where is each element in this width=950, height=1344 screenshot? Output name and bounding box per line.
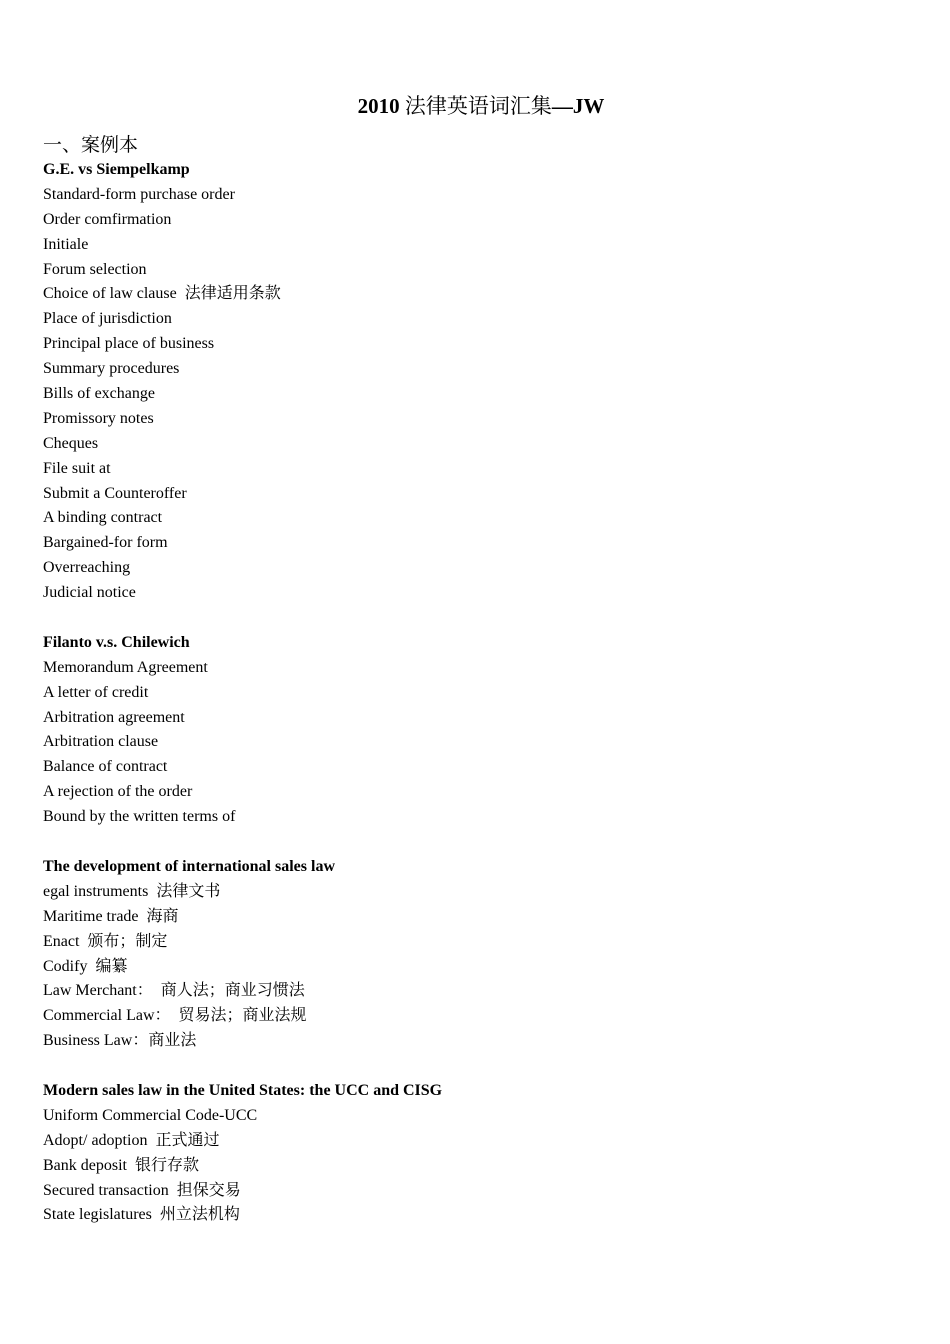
term-line: Overreaching [43, 559, 131, 577]
term-line: A binding contract [43, 509, 163, 527]
case-group-modern-sales-law [43, 1079, 923, 1228]
term-line: Bargained-for form [43, 534, 168, 552]
term-line: Submit a Counteroffer [43, 484, 187, 502]
title-cjk: 法律英语词汇集 [404, 94, 552, 118]
case-title: Filanto v.s. Chilewich [43, 633, 190, 651]
term-line: Order comfirmation [43, 210, 172, 228]
term-line: Codify 编纂 [43, 957, 128, 975]
term-line: A rejection of the order [43, 783, 193, 801]
document-body [43, 134, 923, 1228]
term-line: Enact 颁布；制定 [43, 932, 168, 950]
term-line: State legislatures 州立法机构 [43, 1206, 240, 1224]
term-line: Place of jurisdiction [43, 310, 172, 328]
term-line: Principal place of business [43, 335, 215, 353]
term-line: Adopt/ adoption 正式通过 [43, 1131, 220, 1149]
term-line: A letter of credit [43, 683, 149, 701]
term-line: Law Merchant： 商人法；商业习惯法 [43, 982, 305, 1000]
case-group-international-sales-law [43, 855, 923, 1054]
term-line: Balance of contract [43, 758, 168, 776]
term-line: Bills of exchange [43, 385, 155, 403]
term-line: Judicial notice [43, 584, 136, 602]
term-line: Bank deposit 银行存款 [43, 1156, 199, 1174]
title-suffix: —JW [551, 94, 605, 118]
term-line: File suit at [43, 459, 111, 477]
term-line: Choice of law clause 法律适用条款 [43, 285, 281, 303]
term-line: Memorandum Agreement [43, 658, 208, 676]
term-line: Maritime trade 海商 [43, 907, 179, 925]
term-line: Business Law：商业法 [43, 1032, 197, 1050]
term-line: Promissory notes [43, 409, 154, 427]
term-line: Forum selection [43, 260, 147, 278]
term-line: Commercial Law： 贸易法；商业法规 [43, 1007, 307, 1025]
term-line: Standard-form purchase order [43, 185, 235, 203]
term-line: Initiale [43, 235, 89, 253]
term-line: Summary procedures [43, 360, 180, 378]
term-line: Arbitration agreement [43, 708, 185, 726]
blank-line [43, 606, 923, 631]
term-line: Arbitration clause [43, 733, 159, 751]
blank-line [43, 1054, 923, 1079]
case-title: G.E. vs Siempelkamp [43, 161, 190, 178]
term-line: egal instruments 法律文书 [43, 882, 221, 900]
case-group-filanto-chilewich [43, 631, 923, 830]
title-year: 2010 [357, 94, 400, 118]
term-line: Secured transaction 担保交易 [43, 1181, 241, 1199]
section-heading: 一、案例本 [43, 135, 139, 156]
blank-line [43, 830, 923, 855]
term-line: Uniform Commercial Code-UCC [43, 1106, 258, 1124]
term-line: Cheques [43, 434, 99, 452]
document-title [0, 92, 950, 120]
case-group-ge-siempelkamp [43, 158, 923, 606]
case-title: The development of international sales law [43, 857, 335, 875]
term-line: Bound by the written terms of [43, 808, 236, 826]
case-title: Modern sales law in the United States: the UCC and CISG [43, 1081, 443, 1099]
